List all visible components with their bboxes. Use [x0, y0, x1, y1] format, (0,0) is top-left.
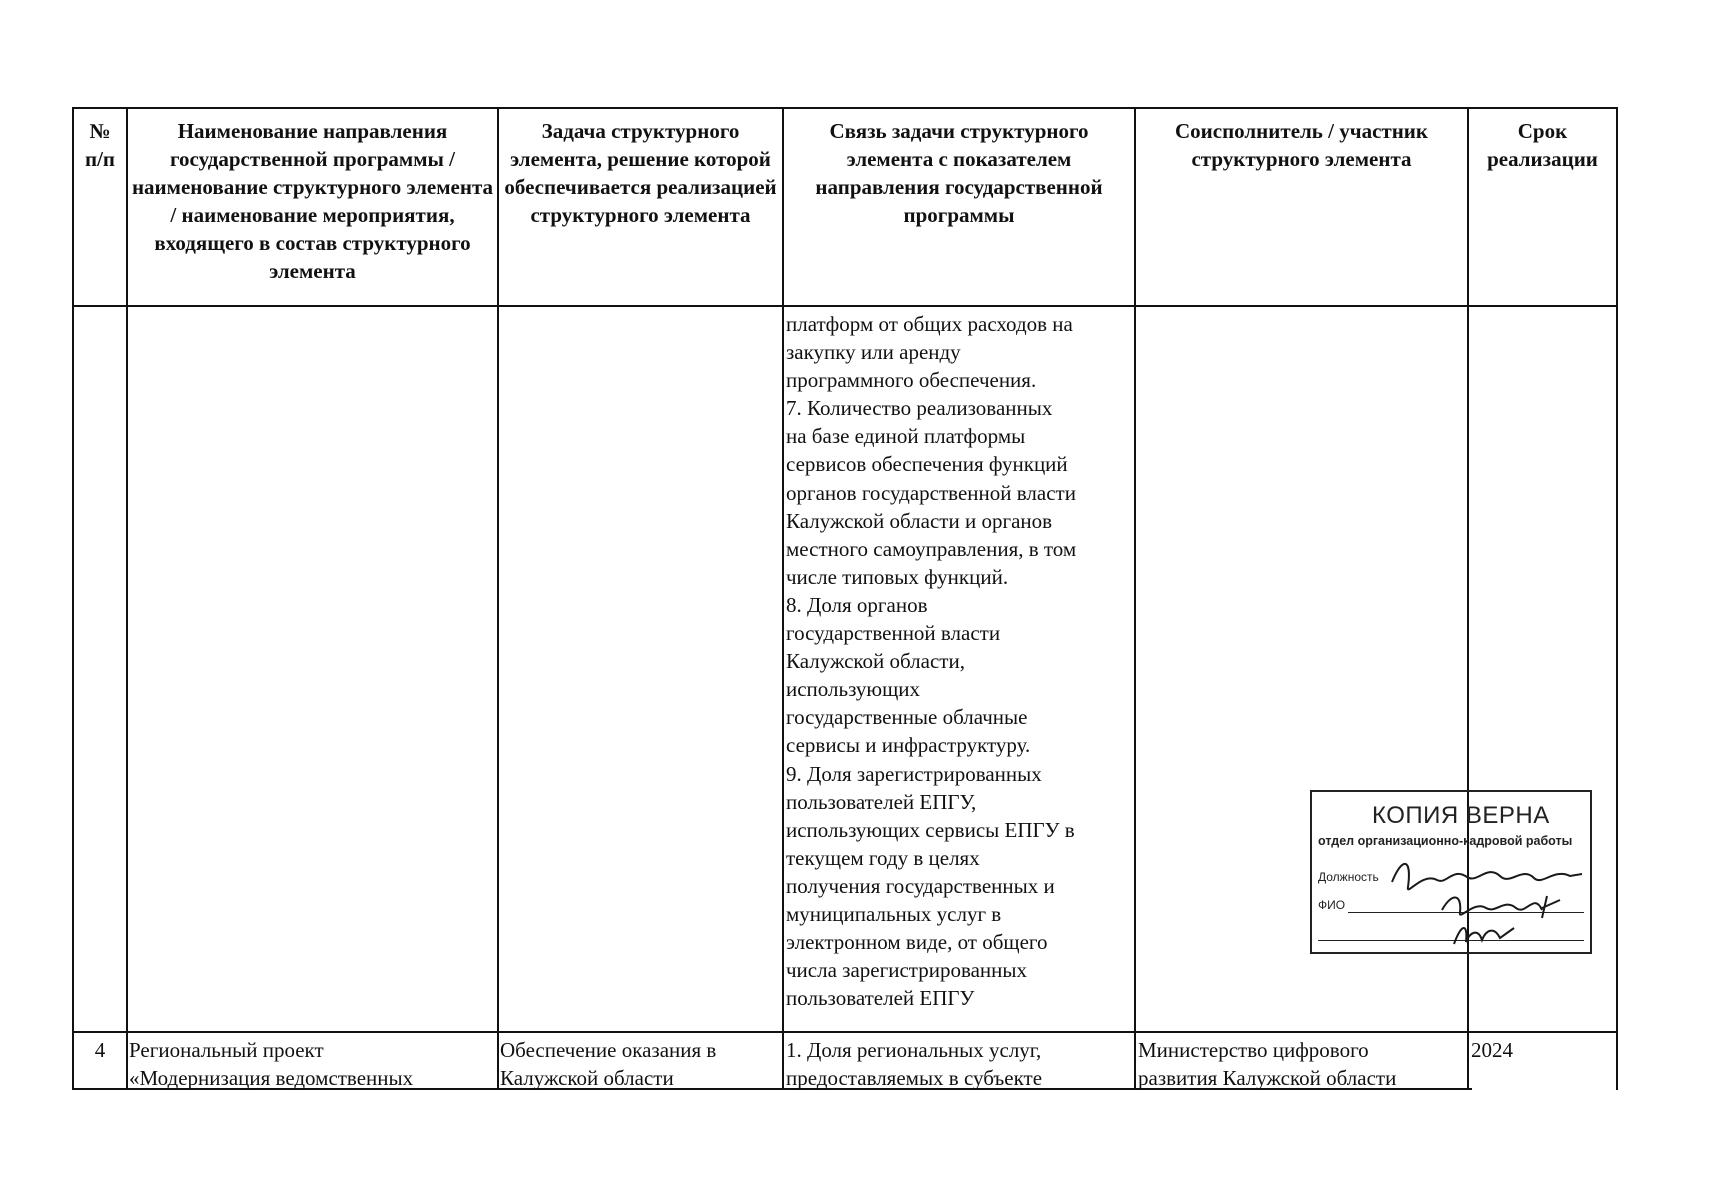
- col-border-right: [1616, 107, 1618, 1090]
- row4-term: 2024: [1471, 1038, 1513, 1062]
- handwritten-signature: [1382, 852, 1592, 952]
- header-indicator-link: Связь задачи структурного элемента с показателем направления государственной программы: [815, 119, 1103, 227]
- certified-copy-stamp: [1310, 790, 1592, 954]
- continuation-indicator-text: платформ от общих расходов на закупку или аренду программного обеспечения. 7. Количество реализованных на базе единой платформы сервисов обеспечения функций органов государственной власти Калужской области и органов местного самоуправления, в том числе типовых функций. 8. Доля органов государственной власти Калужской области, использующих государственные облачные сервисы и инфраструктуру. 9. Доля зарегистрированных пользователей ЕПГУ, использующих сервисы ЕПГУ в текущем году в целях получения государственных и муниципальных услуг в электронном виде, от общего числа зарегистрированных пользователей ЕПГУ: [786, 312, 1077, 1011]
- row4-indicator: 1. Доля региональных услуг, предоставляемых в субъекте: [786, 1038, 1043, 1091]
- col-border-left: [72, 107, 74, 1090]
- col-border-2: [497, 107, 499, 1090]
- header-name: Наименование направления государственной программы / наименование структурного элемента / наименование мероприятия, входящего в состав структурного элемента: [131, 119, 494, 283]
- header-participant: Соисполнитель / участник структурного элемента: [1174, 119, 1429, 171]
- row4-task: Обеспечение оказания в Калужской области: [500, 1038, 717, 1091]
- stamp-position-label: Должность: [1318, 870, 1379, 884]
- header-num: № п/п: [84, 119, 116, 171]
- stamp-department: отдел организационно-кадровой работы: [1318, 834, 1573, 848]
- header-task: Задача структурного элемента, решение которой обеспечивается реализацией структурного элемента: [504, 119, 777, 227]
- col-border-3: [782, 107, 784, 1090]
- row4-name: Региональный проект «Модернизация ведомственных: [129, 1038, 414, 1091]
- stamp-title: КОПИЯ ВЕРНА: [1372, 802, 1550, 829]
- header-term: Срок реализации: [1487, 119, 1598, 171]
- header-bottom-border: [72, 305, 1618, 307]
- row4-participant: Министерство цифрового развития Калужской области: [1138, 1038, 1397, 1091]
- row-separator: [72, 1031, 1618, 1033]
- stamp-fio-label: ФИО: [1318, 898, 1346, 912]
- row4-num: 4: [94, 1038, 106, 1062]
